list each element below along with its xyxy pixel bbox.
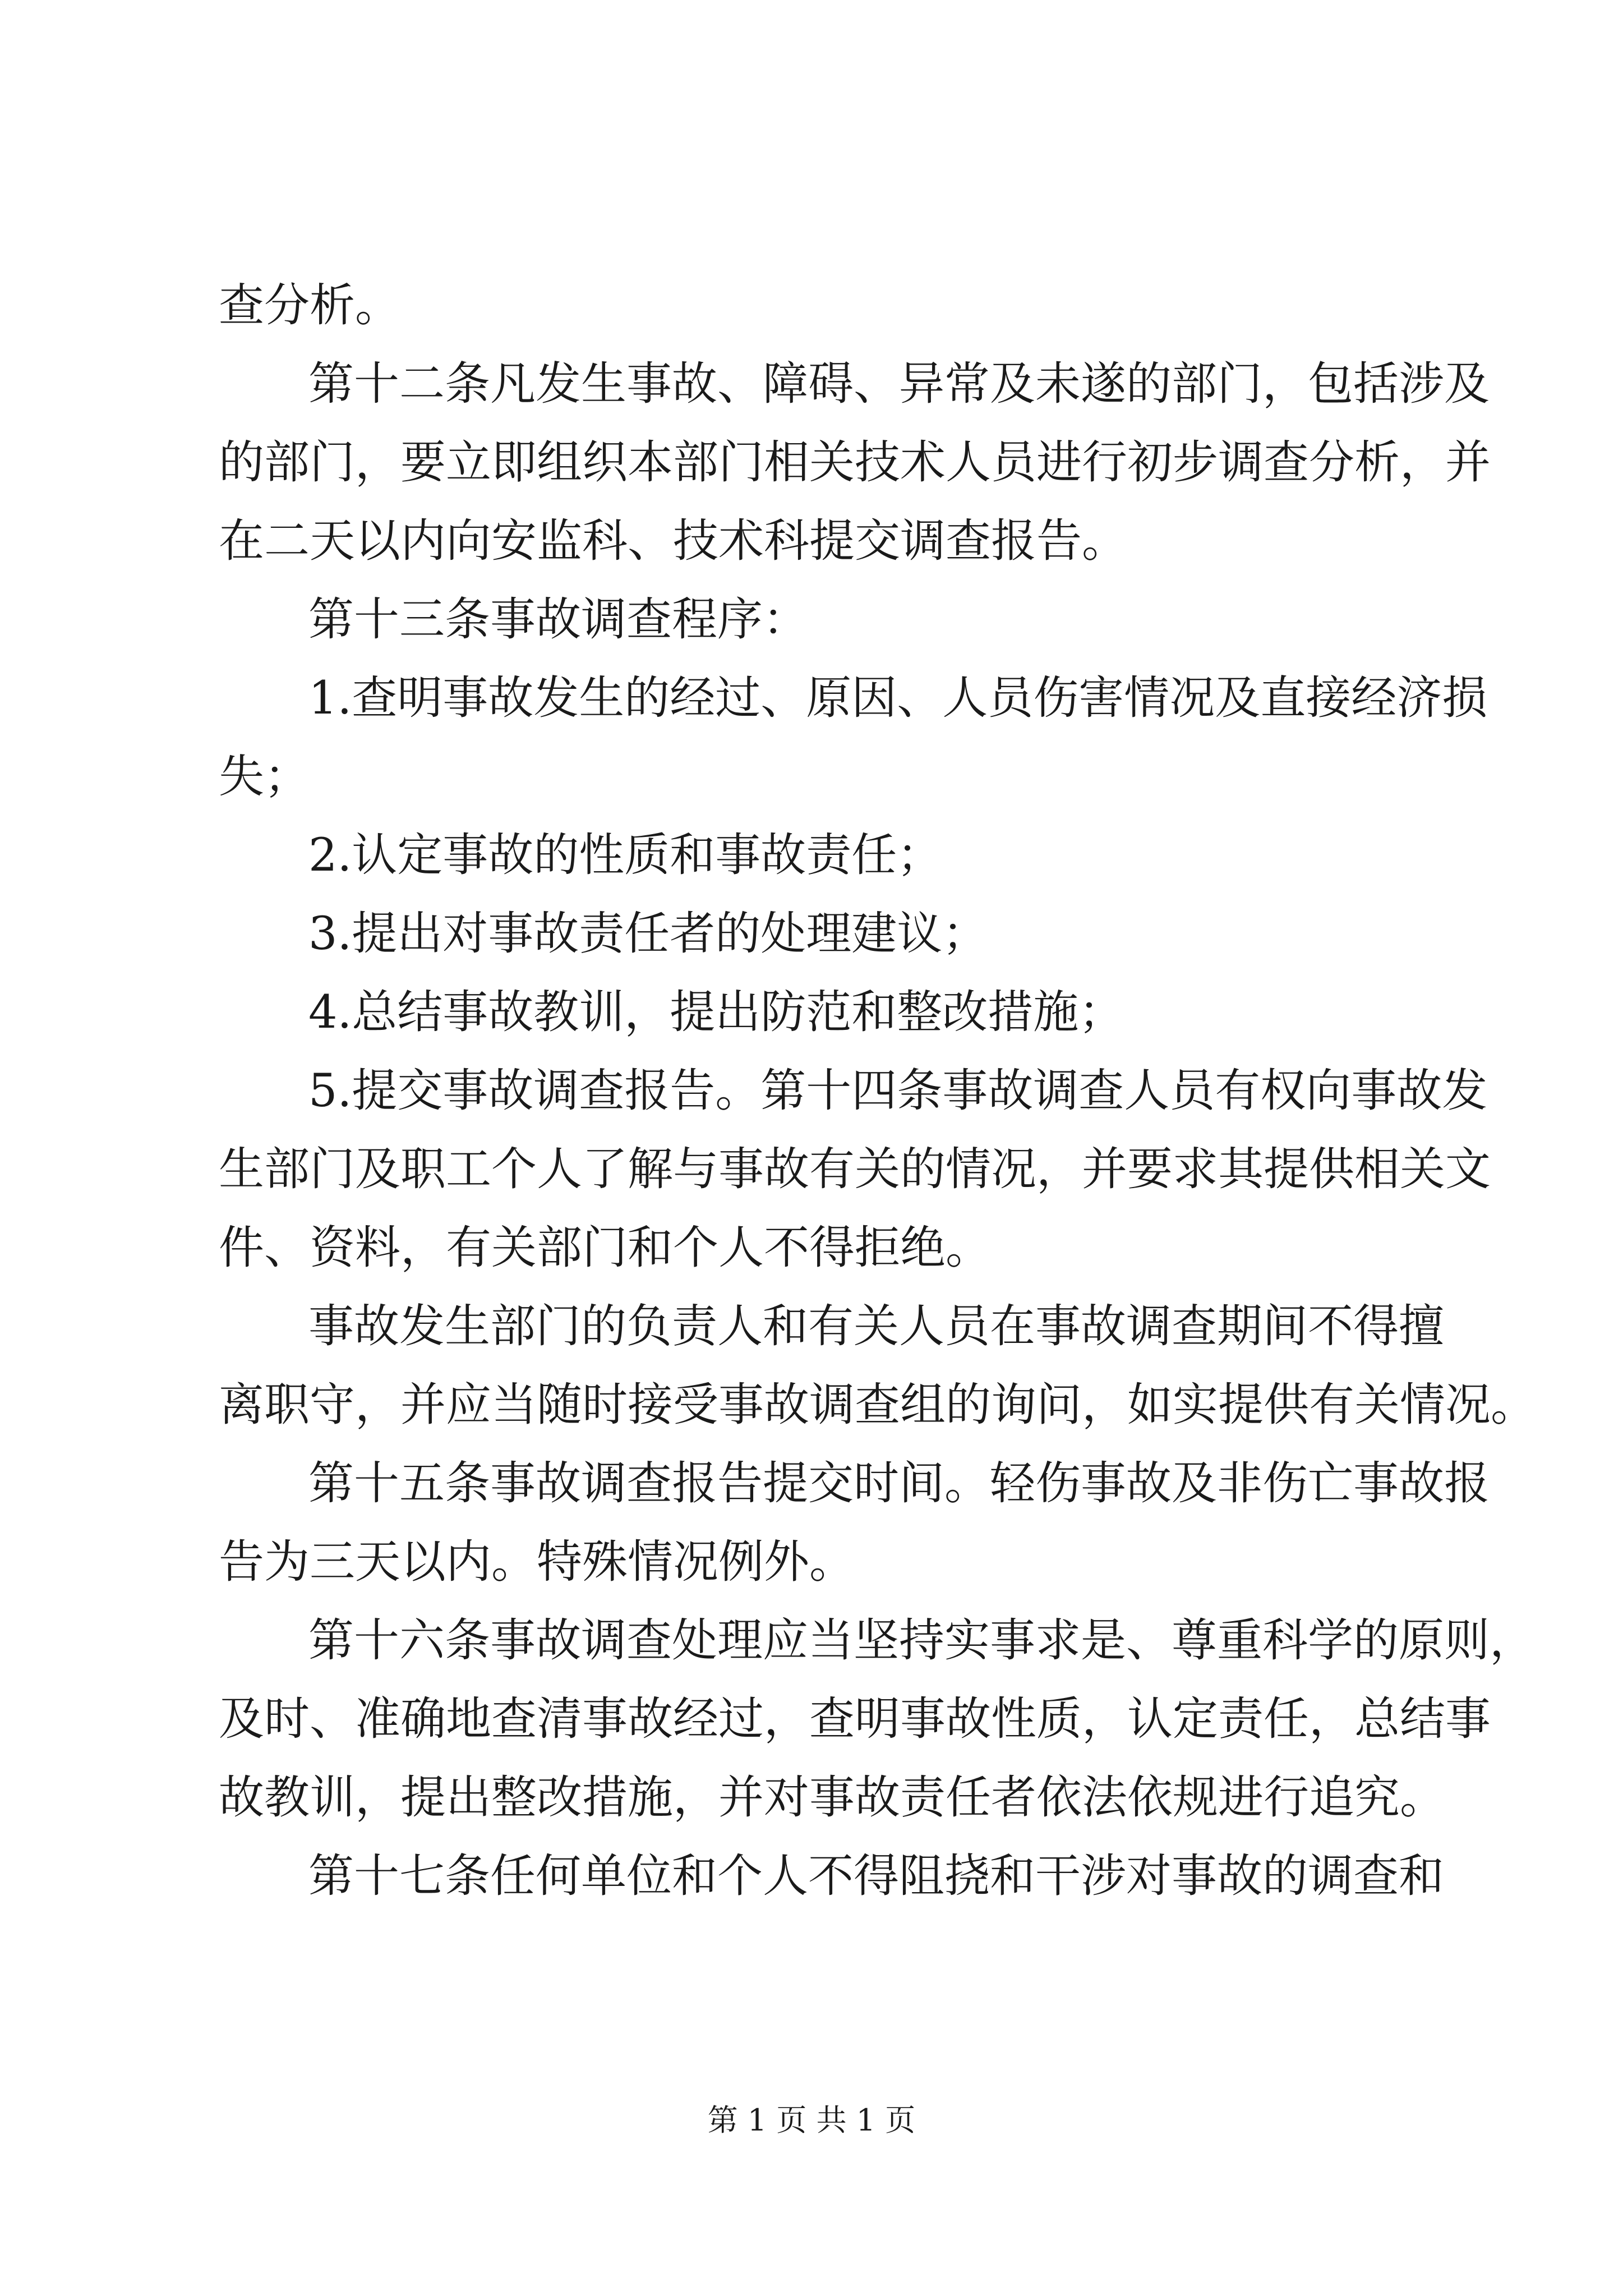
text-line: 第十六条事故调查处理应当坚持实事求是、尊重科学的原则， <box>308 1614 1536 1667</box>
text-line: 生部门及职工个人了解与事故有关的情况，并要求其提供相关文 <box>219 1143 1491 1196</box>
text-line: 事故发生部门的负责人和有关人员在事故调查期间不得擅 <box>308 1300 1445 1353</box>
text-line: 查分析。 <box>219 279 401 332</box>
text-line: 及时、准确地查清事故经过，查明事故性质，认定责任，总结事 <box>219 1693 1491 1746</box>
text-line: 3.提出对事故责任者的处理建议； <box>308 908 988 960</box>
text-line: 第十三条事故调查程序： <box>308 593 809 646</box>
text-line: 离职守，并应当随时接受事故调查组的询问，如实提供有关情况。 <box>219 1379 1537 1432</box>
text-line: 2.认定事故的性质和事故责任； <box>308 829 943 882</box>
text-line: 告为三天以内。特殊情况例外。 <box>219 1536 855 1589</box>
text-line: 第十二条凡发生事故、障碍、异常及未遂的部门，包括涉及 <box>308 358 1490 411</box>
text-line: 在二天以内向安监科、技术科提交调查报告。 <box>219 515 1128 568</box>
text-line: 第十七条任何单位和个人不得阻挠和干涉对事故的调查和 <box>308 1850 1445 1903</box>
page-number-footer: 第 1 页 共 1 页 <box>707 2102 916 2138</box>
text-line: 的部门，要立即组织本部门相关技术人员进行初步调查分析，并 <box>219 436 1491 489</box>
text-line: 1.查明事故发生的经过、原因、人员伤害情况及直接经济损 <box>308 672 1488 725</box>
text-line: 件、资料，有关部门和个人不得拒绝。 <box>219 1222 992 1274</box>
text-line: 第十五条事故调查报告提交时间。轻伤事故及非伤亡事故报 <box>308 1457 1490 1510</box>
text-line: 5.提交事故调查报告。第十四条事故调查人员有权向事故发 <box>308 1065 1488 1117</box>
text-line: 4.总结事故教训，提出防范和整改措施； <box>308 986 1124 1039</box>
text-line: 故教训，提出整改措施，并对事故责任者依法依规进行追究。 <box>219 1772 1446 1824</box>
text-line: 失； <box>219 751 310 803</box>
